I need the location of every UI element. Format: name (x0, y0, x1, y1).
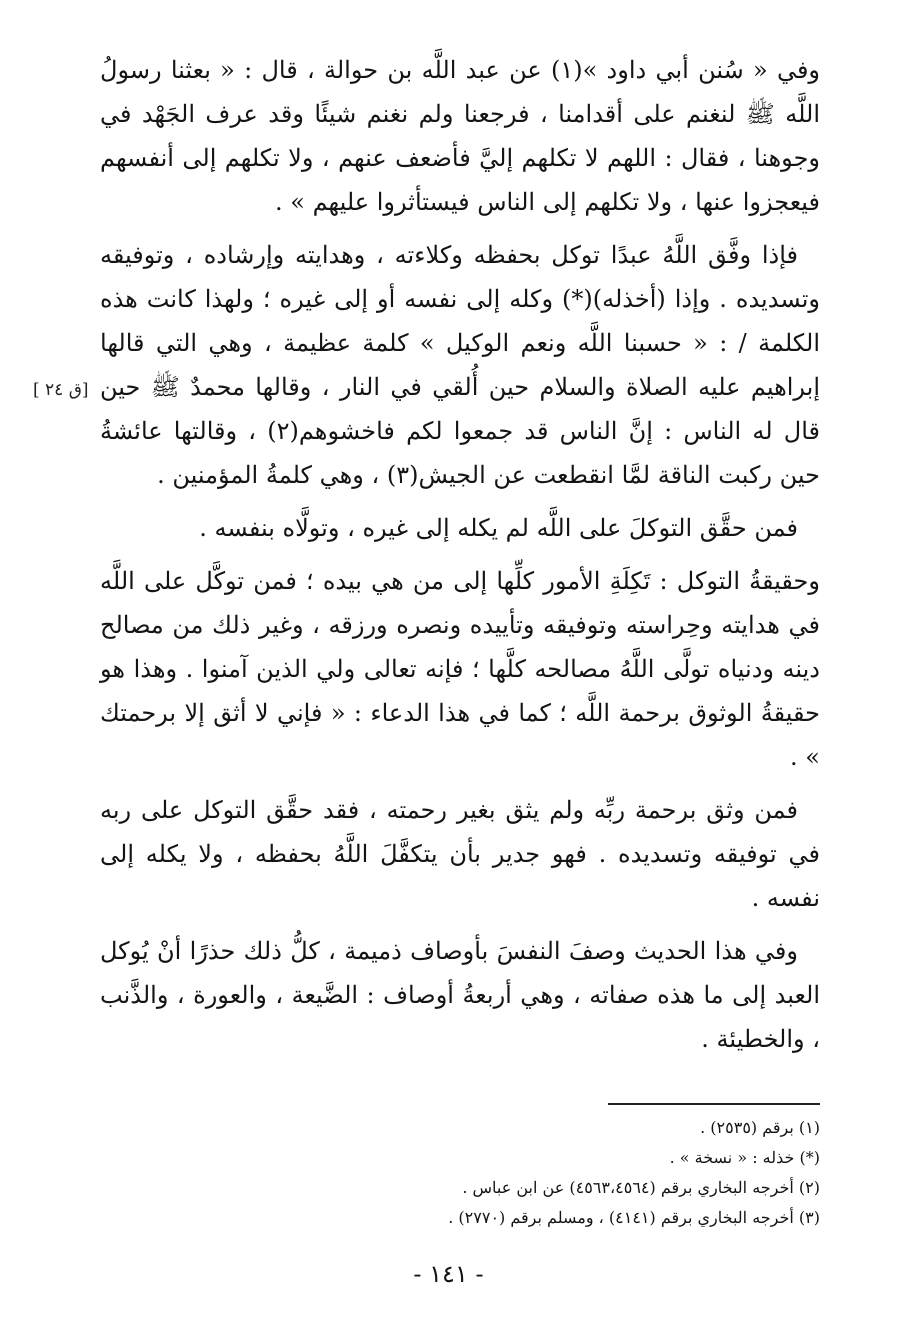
paragraph-6: وفي هذا الحديث وصفَ النفسَ بأوصاف ذميمة ، كلُّ ذلك حذرًا أنْ يُوكل العبد إلى ما هذه صفاته ، وهي أربعةُ أوصاف : الضَّيعة ، والعورة ، والذَّنب ، والخطيئة . (100, 937, 820, 1053)
page-number: - ١٤١ - (413, 1260, 484, 1288)
footnote-star: (*) خذله : « نسخة » . (669, 1148, 820, 1167)
paragraph-3: فمن حقَّق التوكلَ على اللَّه لم يكله إلى غيره ، وتولَّاه بنفسه . (199, 514, 798, 542)
paragraph-1: وفي « سُنن أبي داود »(١) عن عبد اللَّه بن حوالة ، قال : « بعثنا رسولُ اللَّه ﷺ لنغنم على أقدامنا ، فرجعنا ولم نغنم شيئًا وقد عرف الجَهْد في وجوهنا ، فقال : اللهم لا تكلهم إليَّ فأضعف عنهم ، ولا تكلهم إلى أنفسهم فيعجزوا عنها ، ولا تكلهم إلى الناس فيستأثروا عليهم » . (100, 56, 821, 216)
footnote-2: (٢) أخرجه البخاري برقم (٤٥٦٣،٤٥٦٤) عن ابن عباس . (462, 1178, 820, 1197)
footnote-3: (٣) أخرجه البخاري برقم (٤١٤١) ، ومسلم برقم (٢٧٧٠) . (448, 1208, 820, 1227)
paragraph-2: فإذا وفَّق اللَّهُ عبدًا توكل بحفظه وكلاءته ، وهدايته وإرشاده ، وتوفيقه وتسديده . وإذا (أخذله)(*) وكله إلى نفسه أو إلى غيره ؛ ولهذا كانت هذه الكلمة / : « حسبنا اللَّه ونعم الوكيل » كلمة عظيمة ، وهي التي قالها إبراهيم عليه الصلاة والسلام حين أُلقي في النار ، وقالها محمدٌ ﷺ حين قال له الناس : إنَّ الناس قد جمعوا لكم فاخشوهم(٢) ، وقالتها عائشةُ حين ركبت الناقة لمَّا انقطعت عن الجيش(٣) ، وهي كلمةُ المؤمنين . (100, 241, 820, 489)
footnote-divider (608, 1103, 820, 1105)
page-body (100, 48, 820, 1070)
manuscript-folio-marker: [ق ٢٤ ] (33, 380, 89, 400)
paragraph-4: وحقيقةُ التوكل : تَكِلَةِ الأمور كلِّها إلى من هي بيده ؛ فمن توكَّل على اللَّه في هدايته وحِراسته وتوفيقه وتأييده ونصره ورزقه ، وغير ذلك من مصالح دينه ودنياه تولَّى اللَّهُ مصالحه كلَّها ؛ فإنه تعالى ولي الذين آمنوا . وهذا هو حقيقةُ الوثوق برحمة اللَّه ؛ كما في هذا الدعاء : « فإني لا أثق إلا برحمتك » . (100, 567, 820, 771)
footnotes (320, 1113, 820, 1233)
paragraph-5: فمن وثق برحمة ربِّه ولم يثق بغير رحمته ، فقد حقَّق التوكل على ربه في توفيقه وتسديده . فهو جدير بأن يتكفَّلَ اللَّهُ بحفظه ، ولا يكله إلى نفسه . (100, 796, 820, 912)
footnote-1: (١) برقم (٢٥٣٥) . (700, 1118, 820, 1137)
